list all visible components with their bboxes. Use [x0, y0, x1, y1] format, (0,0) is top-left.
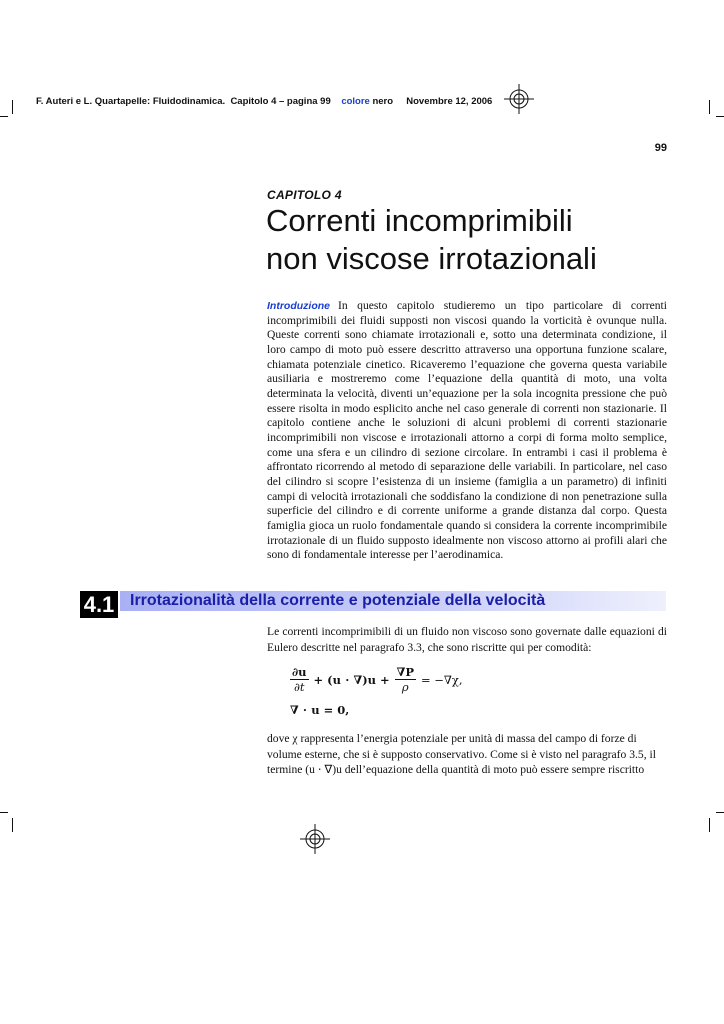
introduction-text: In questo capitolo studieremo un tipo particolare di correnti incomprimibili dei fluidi supposti non viscosi quando la vorticità è ovunque nulla. Queste correnti sono chiamate irrotazionali e, sotto una determinata condizione, il loro campo di moto può essere descritto attraverso una opportuna funzione scalare, chiamata potenziale cinetico. Ricaveremo l’equazione che governa questa variabile ausiliaria e mostreremo come l’equazione della quantità di moto, una volta determinata la velocità, diventi un’equazione per la sola incognita pressione che può essere risolta in modo esplicito anche nel caso generale di correnti non stazionarie. Il capitolo contiene anche le soluzioni di alcuni problemi di correnti stazionarie incomprimibili non viscose e irrotazionali attorno a corpi di forma molto semplice, come una sfera e un cilindro di sezione circolare. In entrambi i casi il problema è affrontato ricorrendo al metodo di separazione delle variabili. In particolare, nel caso del cilindro si scopre l’esistenza di un insieme (famiglia a un parametro) di infiniti campi di velocità irrotazionali che soddisfano la condizione di non penetrazione sulla superficie del cilindro e di corrente uniforme a grande distanza dal corpo. Questa famiglia gioca un ruolo fondamentale quando si considera la corrente incomprimibile irrotazionale di un fluido supposto idealmente non viscoso attorno ai profili alari che sono di fondamentale interesse per l’aerodinamica.	[267, 299, 667, 562]
fraction	[395, 665, 416, 694]
fraction-numerator: ∂u	[292, 665, 307, 679]
section-paragraph	[267, 731, 667, 778]
crop-mark	[12, 100, 13, 114]
crop-mark	[709, 818, 710, 832]
header-color-word: colore	[341, 96, 370, 107]
section-title: Irrotazionalità della corrente e potenziale della velocità	[130, 592, 546, 609]
paragraph-line: volume esterne, che si è supposto conservativo. Come si è visto nel paragrafo 3.5, il	[267, 747, 656, 761]
fraction-denominator: ∂t	[293, 680, 305, 694]
header-chapter-page: Capitolo 4 – pagina 99	[230, 96, 331, 107]
registration-mark-icon	[504, 84, 534, 114]
fraction-numerator: ∇P	[396, 665, 414, 679]
crop-mark	[12, 818, 13, 832]
header-authors: F. Auteri e L. Quartapelle: Fluidodinamica.	[36, 96, 226, 107]
page-number: 99	[654, 142, 667, 154]
paragraph-line: termine (u ⋅ ∇)u dell’equazione della quantità di moto può essere sempre riscritto	[267, 763, 645, 776]
introduction-paragraph	[267, 299, 667, 563]
crop-mark	[0, 812, 8, 813]
chapter-label: CAPITOLO 4	[267, 188, 342, 202]
fraction-denominator: ρ	[401, 680, 409, 694]
registration-mark-icon	[300, 824, 330, 854]
introduction-lead: Introduzione	[267, 300, 330, 312]
chapter-title	[266, 202, 597, 278]
header-date: Novembre 12, 2006	[406, 96, 493, 107]
crop-mark	[716, 116, 724, 117]
crop-mark	[0, 116, 8, 117]
fraction	[290, 665, 309, 694]
paragraph-line: dove χ rappresenta l’energia potenziale per unità di massa del campo di forze di	[267, 732, 637, 745]
equation-rhs: = −∇χ,	[420, 672, 463, 687]
section-paragraph: Le correnti incomprimibili di un fluido non viscoso sono governate dalle equazioni di Eulero descritte nel paragrafo 3.3, che sono riscritte qui per comodità:	[267, 625, 667, 654]
running-header	[36, 96, 492, 107]
continuity-equation: ∇ ⋅ u = 0,	[290, 703, 350, 717]
crop-mark	[716, 812, 724, 813]
crop-mark	[709, 100, 710, 114]
section-number: 4.1	[80, 591, 118, 618]
header-color-rest: nero	[372, 96, 394, 107]
chapter-title-line: non viscose irrotazionali	[266, 241, 597, 276]
euler-momentum-equation	[290, 665, 463, 694]
equation-term: + (u ⋅ ∇)u +	[313, 672, 390, 687]
chapter-title-line: Correnti incomprimibili	[266, 203, 573, 238]
